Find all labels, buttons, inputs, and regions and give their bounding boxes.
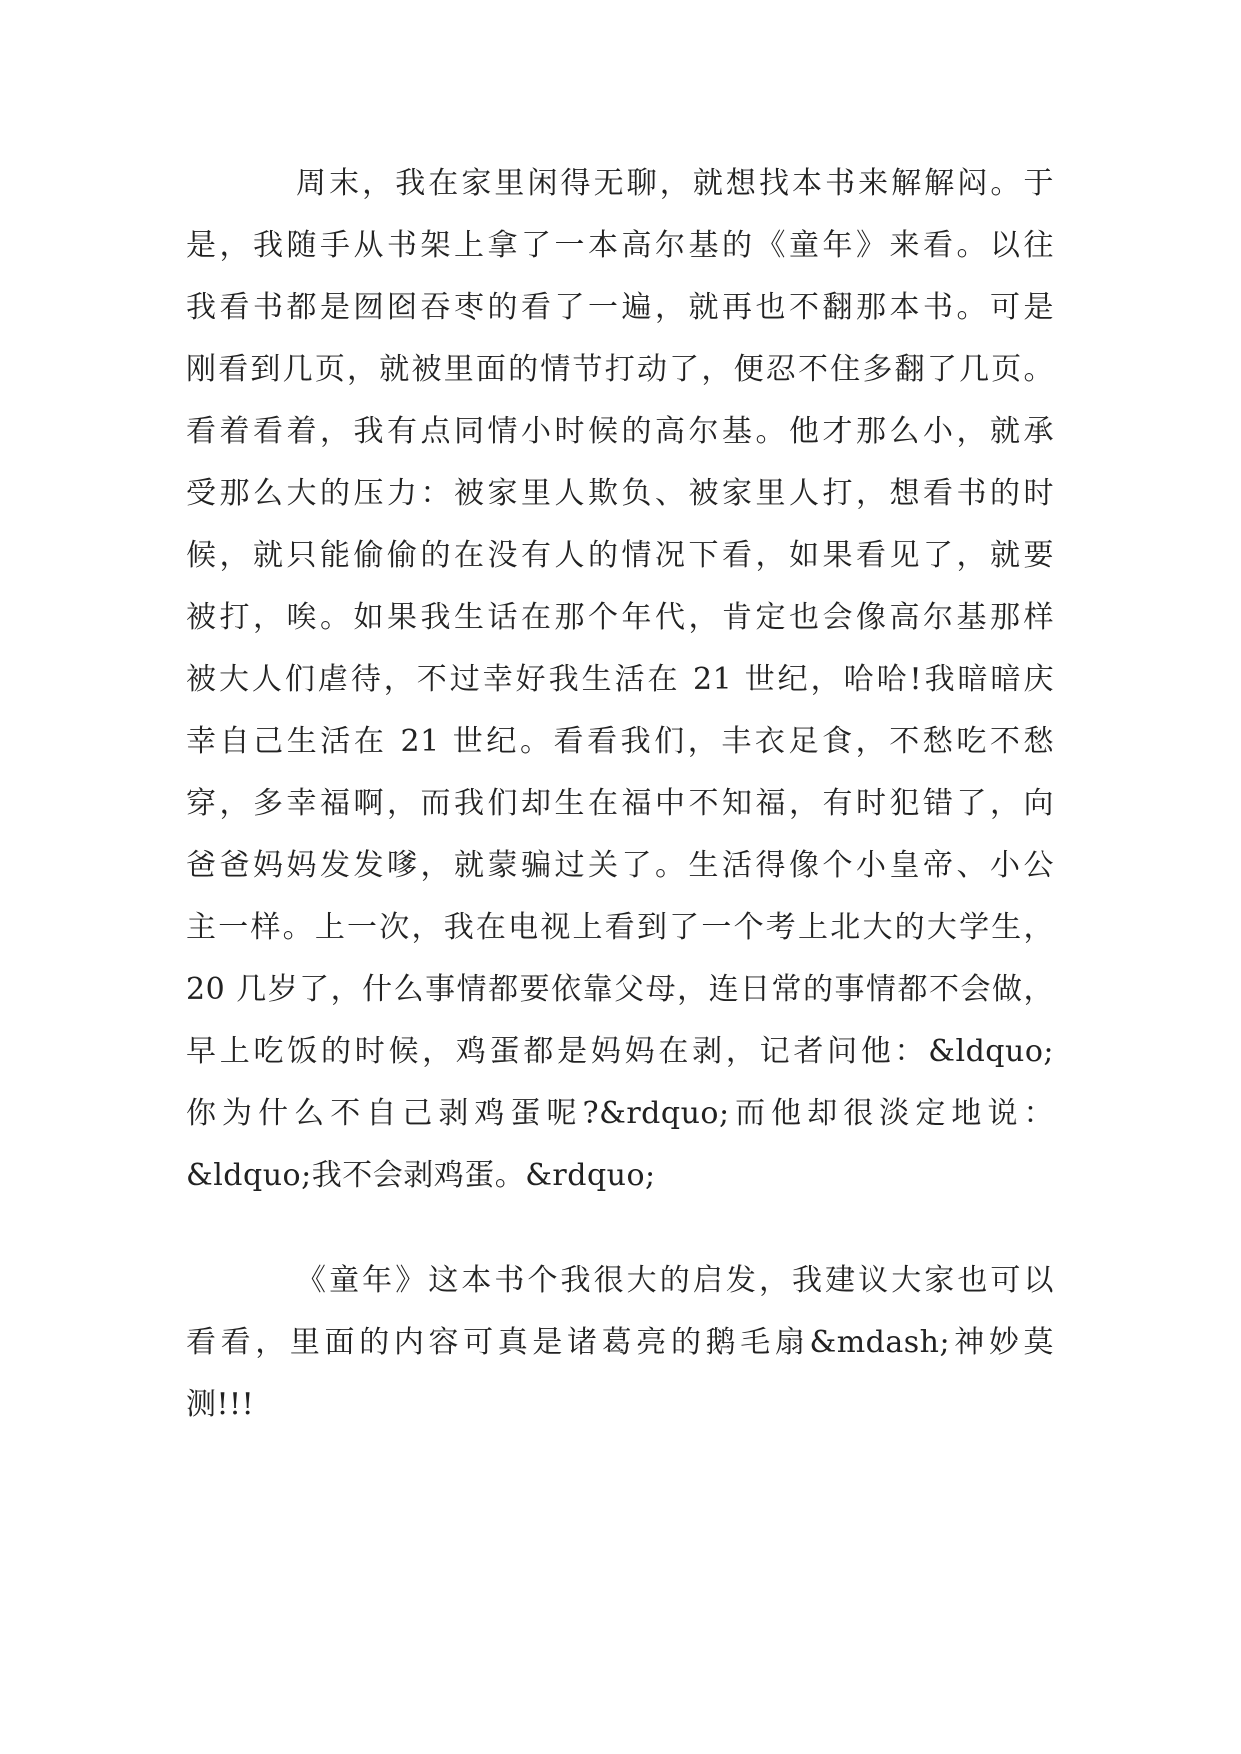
- paragraph-line: 受那么大的压力：被家里人欺负、被家里人打，想看书的时: [186, 476, 1054, 511]
- paragraph-line: 幸自己生活在 21 世纪。看看我们，丰衣足食，不愁吃不愁: [186, 724, 1054, 759]
- paragraph-2: [186, 1250, 1054, 1436]
- paragraph-line: 看着看着，我有点同情小时候的高尔基。他才那么小，就承: [186, 414, 1054, 449]
- paragraph-line: 早上吃饭的时候，鸡蛋都是妈妈在剥，记者问他：&ldquo;: [186, 1034, 1054, 1069]
- paragraph-line: 刚看到几页，就被里面的情节打动了，便忍不住多翻了几页。: [186, 352, 1054, 387]
- paragraph-line: 看看，里面的内容可真是诸葛亮的鹅毛扇&mdash;神妙莫: [186, 1325, 1054, 1360]
- paragraph-line: 主一样。上一次，我在电视上看到了一个考上北大的大学生，: [186, 910, 1054, 945]
- paragraph-line: 20 几岁了，什么事情都要依靠父母，连日常的事情都不会做，: [186, 972, 1054, 1007]
- paragraph-line: 我看书都是囫囵吞枣的看了一遍，就再也不翻那本书。可是: [186, 290, 1054, 325]
- paragraph-line: 是，我随手从书架上拿了一本高尔基的《童年》来看。以往: [186, 228, 1054, 263]
- paragraph-line: 被打，唉。如果我生话在那个年代，肯定也会像高尔基那样: [186, 600, 1054, 635]
- paragraph-line: 周末，我在家里闲得无聊，就想找本书来解解闷。于: [296, 166, 1054, 201]
- paragraph-line: 穿，多幸福啊，而我们却生在福中不知福，有时犯错了，向: [186, 786, 1054, 821]
- paragraph-line: 爸爸妈妈发发嗲，就蒙骗过关了。生活得像个小皇帝、小公: [186, 848, 1054, 883]
- paragraph-line: 《童年》这本书个我很大的启发，我建议大家也可以: [296, 1263, 1054, 1298]
- paragraph-line: &ldquo;我不会剥鸡蛋。&rdquo;: [186, 1158, 656, 1193]
- paragraph-line: 被大人们虐待，不过幸好我生活在 21 世纪，哈哈!我暗暗庆: [186, 662, 1054, 697]
- paragraph-line: 你为什么不自己剥鸡蛋呢?&rdquo;而他却很淡定地说：: [186, 1096, 1054, 1131]
- paragraph-line: 候，就只能偷偷的在没有人的情况下看，如果看见了，就要: [186, 538, 1054, 573]
- paragraph-1: [186, 153, 1054, 1207]
- paragraph-line: 测!!!: [186, 1387, 255, 1422]
